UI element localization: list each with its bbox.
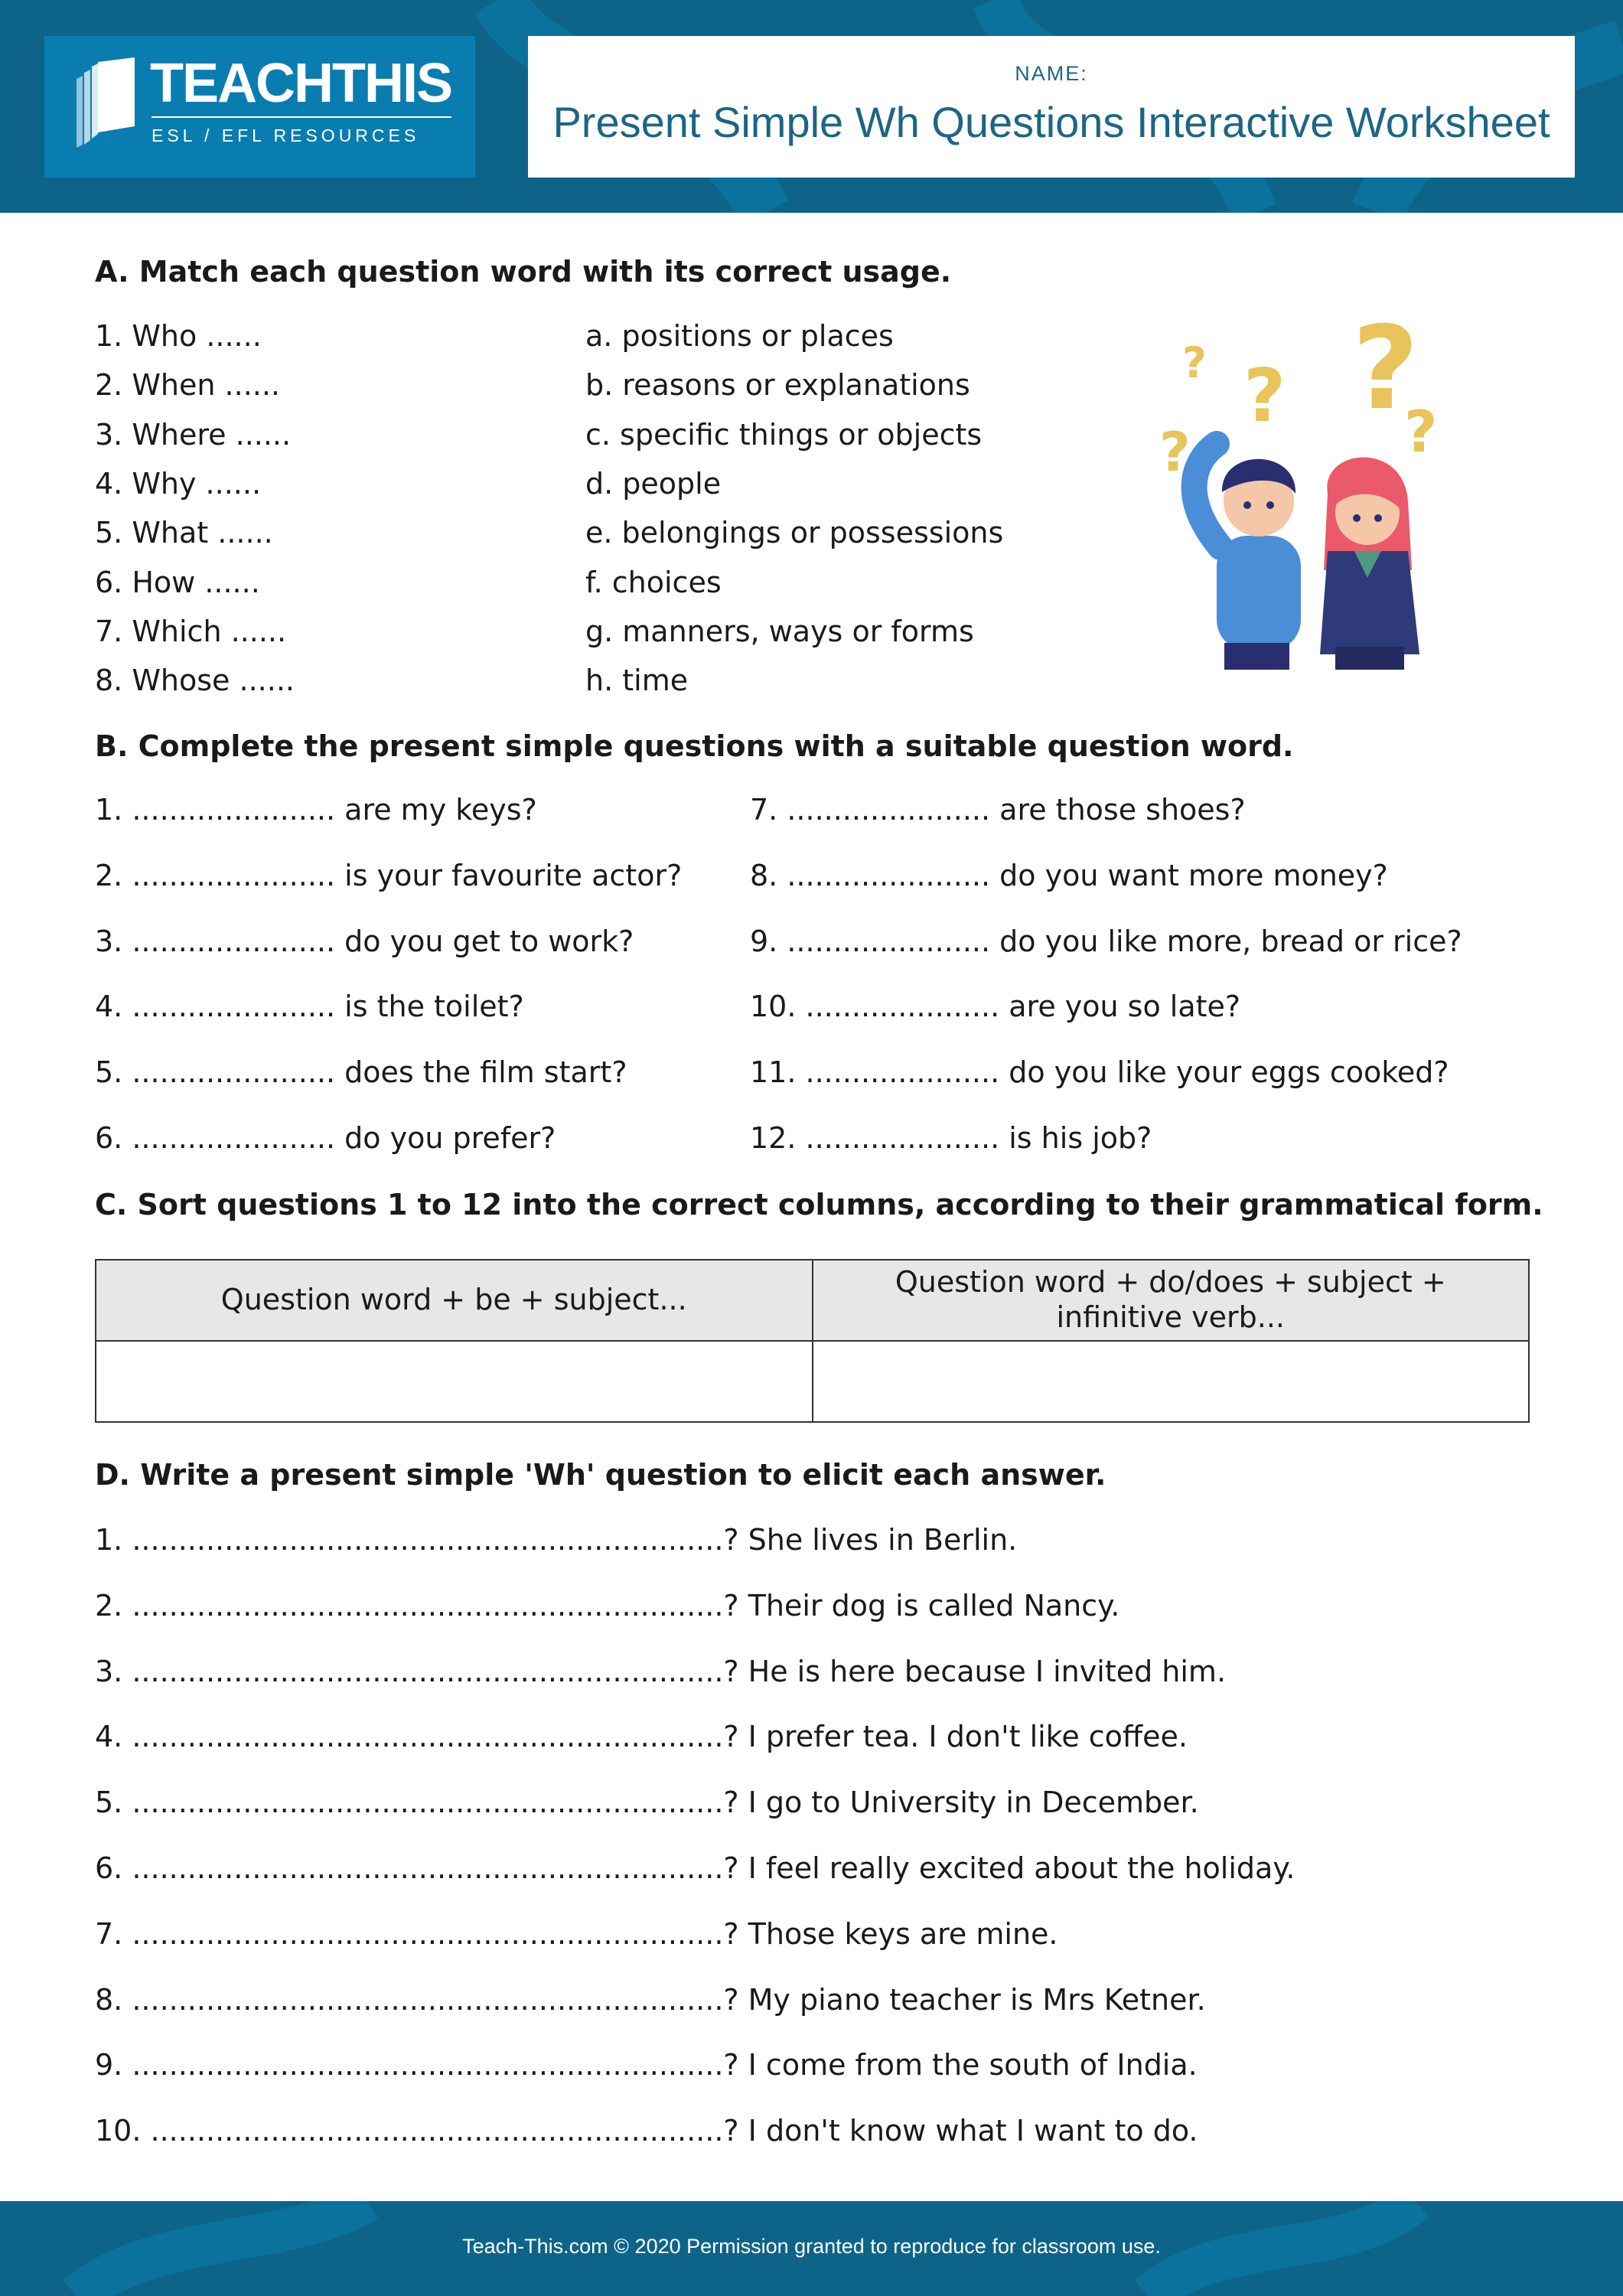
question-item[interactable]: 8. ...................... do you want more money? bbox=[750, 858, 1388, 892]
question-word-item[interactable]: 3. Where ...... bbox=[95, 417, 292, 452]
page-footer bbox=[0, 2201, 1623, 2296]
question-item[interactable]: 6. ...................... do you prefer? bbox=[95, 1121, 556, 1155]
logo[interactable] bbox=[44, 36, 475, 178]
answer-item[interactable]: 6. ................................................................? I feel really excited about the holiday. bbox=[95, 1851, 1295, 1885]
usage-item[interactable]: c. specific things or objects bbox=[585, 417, 983, 452]
usage-item[interactable]: h. time bbox=[585, 664, 689, 698]
question-item[interactable]: 9. ...................... do you like more, bread or rice? bbox=[750, 924, 1462, 958]
section-a-title: A. Match each question word with its correct usage. bbox=[95, 255, 952, 289]
title-box bbox=[528, 36, 1575, 178]
answer-item[interactable]: 8. ................................................................? My piano teacher is Mrs Ketner. bbox=[95, 1982, 1206, 2017]
confused-people-illustration bbox=[1144, 318, 1465, 670]
name-label: NAME: bbox=[1015, 62, 1088, 85]
answer-item[interactable]: 7. ................................................................? Those keys are mine. bbox=[95, 1916, 1058, 1951]
answer-cell-be[interactable] bbox=[96, 1341, 813, 1422]
answer-item[interactable]: 10. ..............................................................? I don't know what I want to do. bbox=[95, 2114, 1198, 2148]
usage-item[interactable]: d. people bbox=[585, 466, 722, 501]
sort-table bbox=[95, 1259, 1530, 1423]
question-item[interactable]: 2. ...................... is your favourite actor? bbox=[95, 858, 683, 892]
question-item[interactable]: 3. ...................... do you get to work? bbox=[95, 924, 634, 958]
section-d-title: D. Write a present simple 'Wh' question to elicit each answer. bbox=[95, 1458, 1106, 1492]
section-c-title: C. Sort questions 1 to 12 into the correct columns, according to their grammatical form. bbox=[95, 1188, 1543, 1221]
logo-name: TEACHTHIS bbox=[150, 53, 451, 114]
answer-cell-do[interactable] bbox=[813, 1341, 1530, 1422]
usage-item[interactable]: f. choices bbox=[585, 565, 722, 599]
column-header-do: Question word + do/does + subject + infinitive verb... bbox=[813, 1260, 1530, 1341]
question-word-item[interactable]: 5. What ...... bbox=[95, 516, 273, 550]
worksheet-title: Present Simple Wh Questions Interactive Worksheet bbox=[552, 98, 1550, 146]
usage-item[interactable]: b. reasons or explanations bbox=[585, 368, 970, 403]
column-header-be: Question word + be + subject... bbox=[96, 1260, 813, 1341]
answer-item[interactable]: 4. ................................................................? I prefer tea. I don't like coffee. bbox=[95, 1720, 1188, 1754]
question-item[interactable]: 11. ..................... do you like your eggs cooked? bbox=[750, 1055, 1449, 1090]
logo-divider bbox=[152, 116, 451, 118]
question-word-item[interactable]: 8. Whose ...... bbox=[95, 664, 295, 698]
question-word-item[interactable]: 4. Why ...... bbox=[95, 466, 262, 501]
svg-text:?: ? bbox=[1182, 338, 1207, 387]
usage-item[interactable]: a. positions or places bbox=[585, 319, 894, 353]
question-item[interactable]: 10. ..................... are you so late? bbox=[750, 990, 1241, 1024]
book-icon bbox=[75, 56, 142, 148]
logo-tagline: ESL / EFL RESOURCES bbox=[152, 126, 420, 145]
question-word-item[interactable]: 7. Which ...... bbox=[95, 614, 287, 648]
question-item[interactable]: 1. ...................... are my keys? bbox=[95, 793, 537, 827]
svg-text:?: ? bbox=[1352, 318, 1419, 435]
usage-item[interactable]: e. belongings or possessions bbox=[585, 516, 1004, 550]
question-item[interactable]: 4. ...................... is the toilet? bbox=[95, 990, 524, 1024]
copyright-text: Teach-This.com © 2020 Permission granted to reproduce for classroom use. bbox=[462, 2235, 1161, 2258]
svg-text:?: ? bbox=[1404, 398, 1438, 465]
usage-item[interactable]: g. manners, ways or forms bbox=[585, 614, 974, 648]
question-item[interactable]: 7. ...................... are those shoes? bbox=[750, 793, 1246, 827]
question-item[interactable]: 5. ...................... does the film start? bbox=[95, 1055, 627, 1090]
section-b-title: B. Complete the present simple questions with a suitable question word. bbox=[95, 729, 1294, 763]
answer-item[interactable]: 2. ................................................................? Their dog is called Nancy. bbox=[95, 1588, 1120, 1623]
svg-text:?: ? bbox=[1243, 354, 1286, 439]
question-item[interactable]: 12. ..................... is his job? bbox=[750, 1121, 1152, 1155]
page-header bbox=[0, 0, 1623, 213]
question-word-item[interactable]: 2. When ...... bbox=[95, 368, 281, 403]
question-word-item[interactable]: 1. Who ...... bbox=[95, 319, 262, 353]
answer-item[interactable]: 3. ................................................................? He is here because I invited him. bbox=[95, 1654, 1227, 1688]
answer-item[interactable]: 9. ................................................................? I come from the south of India. bbox=[95, 2048, 1198, 2082]
svg-text:?: ? bbox=[1159, 421, 1191, 484]
answer-item[interactable]: 5. ................................................................? I go to University in December. bbox=[95, 1786, 1199, 1820]
answer-item[interactable]: 1. ................................................................? She lives in Berlin. bbox=[95, 1523, 1018, 1557]
question-word-item[interactable]: 6. How ...... bbox=[95, 565, 260, 599]
